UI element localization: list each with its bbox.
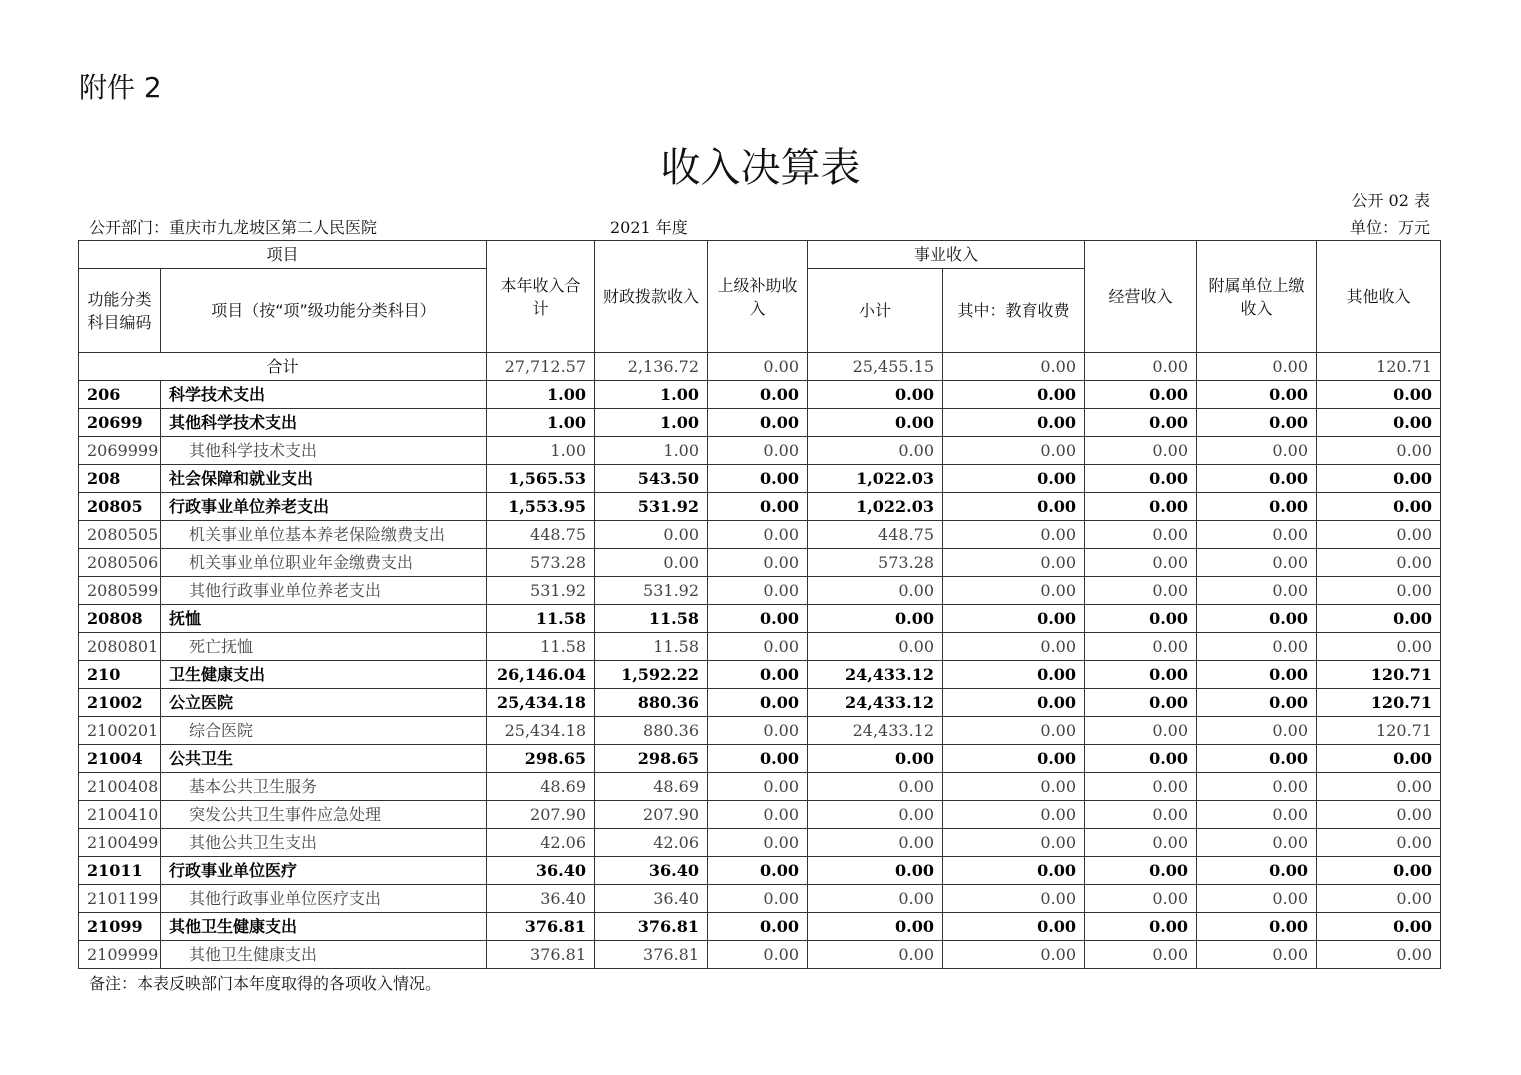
row-value: 0.00	[943, 381, 1085, 409]
row-value: 531.92	[595, 577, 708, 605]
row-value: 0.00	[1317, 829, 1441, 857]
row-code: 2069999	[79, 437, 161, 465]
row-value: 120.71	[1317, 717, 1441, 745]
row-value: 0.00	[1317, 465, 1441, 493]
row-value: 0.00	[1197, 717, 1317, 745]
row-value: 0.00	[943, 745, 1085, 773]
row-value: 0.00	[1317, 857, 1441, 885]
row-code: 2100499	[79, 829, 161, 857]
unit-label: 单位：万元	[1349, 218, 1430, 237]
total-cell: 0.00	[943, 353, 1085, 381]
row-value: 0.00	[1317, 409, 1441, 437]
row-code: 2080505	[79, 521, 161, 549]
row-code: 2100201	[79, 717, 161, 745]
row-value: 1,592.22	[595, 661, 708, 689]
row-value: 1.00	[487, 409, 595, 437]
header-education: 其中：教育收费	[943, 269, 1085, 353]
row-value: 0.00	[943, 857, 1085, 885]
row-value: 0.00	[708, 913, 808, 941]
row-value: 0.00	[1197, 605, 1317, 633]
row-value: 0.00	[1197, 633, 1317, 661]
row-value: 376.81	[595, 941, 708, 969]
row-value: 0.00	[1317, 437, 1441, 465]
table-row	[79, 605, 1441, 633]
row-value: 1,565.53	[487, 465, 595, 493]
row-value: 376.81	[487, 941, 595, 969]
row-value: 0.00	[1197, 913, 1317, 941]
row-value: 0.00	[1317, 521, 1441, 549]
row-value: 0.00	[1085, 549, 1197, 577]
row-value: 0.00	[1085, 577, 1197, 605]
row-value: 0.00	[1317, 885, 1441, 913]
row-value: 26,146.04	[487, 661, 595, 689]
row-value: 0.00	[1085, 689, 1197, 717]
row-value: 0.00	[1197, 885, 1317, 913]
fiscal-year: 2021 年度	[610, 218, 688, 237]
table-row	[79, 857, 1441, 885]
row-value: 0.00	[1317, 577, 1441, 605]
row-code: 21011	[79, 857, 161, 885]
row-value: 298.65	[595, 745, 708, 773]
table-row	[79, 829, 1441, 857]
table-row	[79, 773, 1441, 801]
row-value: 0.00	[943, 717, 1085, 745]
row-value: 543.50	[595, 465, 708, 493]
row-value: 880.36	[595, 717, 708, 745]
row-value: 0.00	[1085, 717, 1197, 745]
row-value: 0.00	[708, 829, 808, 857]
row-value: 0.00	[1317, 381, 1441, 409]
row-value: 0.00	[1085, 605, 1197, 633]
row-value: 0.00	[808, 941, 943, 969]
row-value: 0.00	[708, 549, 808, 577]
row-value: 0.00	[708, 745, 808, 773]
row-value: 0.00	[1197, 829, 1317, 857]
row-value: 36.40	[487, 885, 595, 913]
row-value: 0.00	[1317, 493, 1441, 521]
row-value: 0.00	[943, 913, 1085, 941]
row-value: 0.00	[708, 773, 808, 801]
row-value: 0.00	[595, 549, 708, 577]
row-value: 0.00	[943, 801, 1085, 829]
table-row	[79, 437, 1441, 465]
row-value: 0.00	[708, 437, 808, 465]
row-code: 210	[79, 661, 161, 689]
row-value: 207.90	[487, 801, 595, 829]
row-code: 2080801	[79, 633, 161, 661]
attachment-label: 附件 2	[79, 71, 162, 104]
row-code: 21002	[79, 689, 161, 717]
row-code: 20808	[79, 605, 161, 633]
row-value: 48.69	[487, 773, 595, 801]
row-value: 1,022.03	[808, 465, 943, 493]
row-value: 0.00	[943, 549, 1085, 577]
row-name: 社会保障和就业支出	[161, 465, 487, 493]
row-value: 531.92	[487, 577, 595, 605]
row-value: 448.75	[487, 521, 595, 549]
total-cell: 0.00	[1197, 353, 1317, 381]
row-value: 0.00	[1197, 381, 1317, 409]
header-subtotal: 小计	[808, 269, 943, 353]
footnote: 备注：本表反映部门本年度取得的各项收入情况。	[89, 974, 442, 993]
row-value: 11.58	[487, 605, 595, 633]
row-value: 0.00	[808, 381, 943, 409]
row-value: 0.00	[708, 381, 808, 409]
row-value: 0.00	[1085, 941, 1197, 969]
row-value: 0.00	[708, 577, 808, 605]
header-item: 项目	[79, 241, 487, 269]
row-value: 1,553.95	[487, 493, 595, 521]
row-code: 2101199	[79, 885, 161, 913]
row-value: 0.00	[708, 801, 808, 829]
row-value: 0.00	[943, 689, 1085, 717]
row-value: 0.00	[808, 773, 943, 801]
row-value: 0.00	[1197, 941, 1317, 969]
row-value: 0.00	[1085, 773, 1197, 801]
total-cell: 120.71	[1317, 353, 1441, 381]
row-value: 0.00	[1317, 773, 1441, 801]
row-value: 24,433.12	[808, 661, 943, 689]
row-value: 0.00	[808, 409, 943, 437]
row-value: 0.00	[1085, 857, 1197, 885]
row-value: 448.75	[808, 521, 943, 549]
header-fiscal: 财政拨款收入	[595, 241, 708, 353]
row-value: 24,433.12	[808, 717, 943, 745]
row-value: 0.00	[943, 521, 1085, 549]
row-code: 21004	[79, 745, 161, 773]
row-value: 36.40	[595, 885, 708, 913]
row-name: 综合医院	[161, 717, 487, 745]
row-value: 120.71	[1317, 661, 1441, 689]
row-value: 0.00	[808, 829, 943, 857]
row-value: 36.40	[487, 857, 595, 885]
row-value: 0.00	[943, 465, 1085, 493]
row-value: 0.00	[808, 605, 943, 633]
row-value: 298.65	[487, 745, 595, 773]
row-value: 0.00	[1317, 633, 1441, 661]
header-name: 项目（按“项”级功能分类科目）	[161, 269, 487, 353]
row-value: 0.00	[708, 493, 808, 521]
row-value: 0.00	[1197, 661, 1317, 689]
total-cell: 0.00	[708, 353, 808, 381]
row-code: 20699	[79, 409, 161, 437]
row-value: 0.00	[1317, 549, 1441, 577]
department-label: 公开部门：重庆市九龙坡区第二人民医院	[89, 218, 378, 237]
row-value: 0.00	[708, 717, 808, 745]
row-value: 0.00	[808, 801, 943, 829]
row-value: 25,434.18	[487, 717, 595, 745]
row-value: 0.00	[943, 409, 1085, 437]
table-row	[79, 521, 1441, 549]
row-value: 0.00	[708, 605, 808, 633]
form-number: 公开 02 表	[1351, 191, 1430, 210]
row-value: 0.00	[943, 493, 1085, 521]
row-value: 0.00	[1085, 913, 1197, 941]
row-value: 0.00	[808, 745, 943, 773]
row-value: 0.00	[943, 773, 1085, 801]
row-name: 公立医院	[161, 689, 487, 717]
total-cell: 25,455.15	[808, 353, 943, 381]
total-cell: 0.00	[1085, 353, 1197, 381]
row-value: 880.36	[595, 689, 708, 717]
row-value: 0.00	[1085, 493, 1197, 521]
row-name: 死亡抚恤	[161, 633, 487, 661]
total-row	[79, 353, 1441, 381]
table-row	[79, 381, 1441, 409]
total-cell: 2,136.72	[595, 353, 708, 381]
row-value: 11.58	[595, 605, 708, 633]
row-value: 0.00	[1085, 829, 1197, 857]
row-value: 0.00	[1197, 437, 1317, 465]
row-value: 0.00	[708, 633, 808, 661]
row-name: 抚恤	[161, 605, 487, 633]
row-name: 其他卫生健康支出	[161, 941, 487, 969]
table-row	[79, 633, 1441, 661]
row-value: 0.00	[708, 409, 808, 437]
row-value: 531.92	[595, 493, 708, 521]
row-value: 376.81	[595, 913, 708, 941]
row-value: 0.00	[1197, 549, 1317, 577]
row-value: 0.00	[1197, 521, 1317, 549]
row-value: 0.00	[1085, 521, 1197, 549]
row-value: 0.00	[1085, 745, 1197, 773]
row-value: 0.00	[1085, 661, 1197, 689]
row-value: 120.71	[1317, 689, 1441, 717]
row-code: 2080506	[79, 549, 161, 577]
row-name: 其他卫生健康支出	[161, 913, 487, 941]
row-value: 0.00	[1085, 381, 1197, 409]
row-name: 其他行政事业单位养老支出	[161, 577, 487, 605]
table-row	[79, 661, 1441, 689]
row-value: 1.00	[595, 437, 708, 465]
row-value: 0.00	[943, 633, 1085, 661]
row-value: 0.00	[1085, 801, 1197, 829]
row-value: 1,022.03	[808, 493, 943, 521]
header-business: 事业收入	[808, 241, 1085, 269]
row-value: 0.00	[1085, 437, 1197, 465]
row-value: 0.00	[808, 633, 943, 661]
row-value: 0.00	[708, 465, 808, 493]
row-value: 0.00	[943, 437, 1085, 465]
row-value: 0.00	[708, 941, 808, 969]
table-row	[79, 717, 1441, 745]
row-value: 0.00	[1197, 409, 1317, 437]
row-value: 0.00	[943, 605, 1085, 633]
row-value: 0.00	[943, 885, 1085, 913]
row-value: 0.00	[808, 857, 943, 885]
table-row	[79, 941, 1441, 969]
row-name: 其他行政事业单位医疗支出	[161, 885, 487, 913]
header-other: 其他收入	[1317, 241, 1441, 353]
row-value: 0.00	[1197, 493, 1317, 521]
row-name: 机关事业单位基本养老保险缴费支出	[161, 521, 487, 549]
row-value: 36.40	[595, 857, 708, 885]
row-name: 卫生健康支出	[161, 661, 487, 689]
row-value: 0.00	[1197, 577, 1317, 605]
header-code: 功能分类科目编码	[79, 269, 161, 353]
row-value: 24,433.12	[808, 689, 943, 717]
row-value: 0.00	[708, 857, 808, 885]
row-value: 48.69	[595, 773, 708, 801]
row-name: 公共卫生	[161, 745, 487, 773]
row-value: 0.00	[708, 689, 808, 717]
row-value: 0.00	[708, 521, 808, 549]
row-value: 1.00	[487, 381, 595, 409]
row-value: 0.00	[943, 577, 1085, 605]
row-value: 0.00	[808, 577, 943, 605]
income-table	[78, 240, 1441, 969]
row-value: 0.00	[1197, 801, 1317, 829]
row-value: 0.00	[1085, 409, 1197, 437]
row-value: 0.00	[708, 885, 808, 913]
header-total: 本年收入合计	[487, 241, 595, 353]
row-value: 0.00	[943, 661, 1085, 689]
row-name: 其他科学技术支出	[161, 409, 487, 437]
row-value: 0.00	[1317, 745, 1441, 773]
row-value: 0.00	[808, 885, 943, 913]
row-value: 11.58	[595, 633, 708, 661]
row-name: 其他科学技术支出	[161, 437, 487, 465]
row-code: 21099	[79, 913, 161, 941]
row-name: 行政事业单位养老支出	[161, 493, 487, 521]
table-row	[79, 493, 1441, 521]
table-row	[79, 409, 1441, 437]
row-value: 0.00	[1317, 801, 1441, 829]
row-value: 0.00	[943, 829, 1085, 857]
row-value: 25,434.18	[487, 689, 595, 717]
row-code: 2100410	[79, 801, 161, 829]
row-value: 0.00	[1197, 689, 1317, 717]
row-value: 0.00	[808, 913, 943, 941]
row-value: 0.00	[1085, 885, 1197, 913]
row-name: 基本公共卫生服务	[161, 773, 487, 801]
row-name: 行政事业单位医疗	[161, 857, 487, 885]
row-value: 0.00	[1197, 857, 1317, 885]
row-code: 2109999	[79, 941, 161, 969]
row-value: 0.00	[595, 521, 708, 549]
header-superior: 上级补助收入	[708, 241, 808, 353]
row-value: 0.00	[1085, 465, 1197, 493]
row-value: 573.28	[808, 549, 943, 577]
table-row	[79, 745, 1441, 773]
row-code: 206	[79, 381, 161, 409]
row-name: 突发公共卫生事件应急处理	[161, 801, 487, 829]
table-row	[79, 549, 1441, 577]
header-affiliated: 附属单位上缴收入	[1197, 241, 1317, 353]
row-value: 42.06	[487, 829, 595, 857]
row-value: 0.00	[1197, 465, 1317, 493]
row-value: 0.00	[708, 661, 808, 689]
row-value: 0.00	[1085, 633, 1197, 661]
table-row	[79, 577, 1441, 605]
row-value: 1.00	[487, 437, 595, 465]
row-value: 11.58	[487, 633, 595, 661]
table-row	[79, 885, 1441, 913]
row-value: 0.00	[1317, 941, 1441, 969]
row-value: 42.06	[595, 829, 708, 857]
table-row	[79, 465, 1441, 493]
row-code: 208	[79, 465, 161, 493]
row-value: 1.00	[595, 381, 708, 409]
row-value: 207.90	[595, 801, 708, 829]
row-value: 0.00	[808, 437, 943, 465]
table-row	[79, 689, 1441, 717]
total-cell: 27,712.57	[487, 353, 595, 381]
row-value: 573.28	[487, 549, 595, 577]
row-name: 其他公共卫生支出	[161, 829, 487, 857]
row-value: 0.00	[1197, 745, 1317, 773]
row-name: 科学技术支出	[161, 381, 487, 409]
row-value: 0.00	[1317, 913, 1441, 941]
row-value: 0.00	[1197, 773, 1317, 801]
row-code: 2100408	[79, 773, 161, 801]
total-label: 合计	[79, 353, 487, 381]
row-code: 2080599	[79, 577, 161, 605]
header-operating: 经营收入	[1085, 241, 1197, 353]
table-body	[79, 353, 1441, 969]
row-value: 376.81	[487, 913, 595, 941]
row-value: 0.00	[943, 941, 1085, 969]
row-code: 20805	[79, 493, 161, 521]
row-name: 机关事业单位职业年金缴费支出	[161, 549, 487, 577]
row-value: 1.00	[595, 409, 708, 437]
table-row	[79, 913, 1441, 941]
table-row	[79, 801, 1441, 829]
page-title: 收入决算表	[660, 145, 861, 191]
row-value: 0.00	[1317, 605, 1441, 633]
